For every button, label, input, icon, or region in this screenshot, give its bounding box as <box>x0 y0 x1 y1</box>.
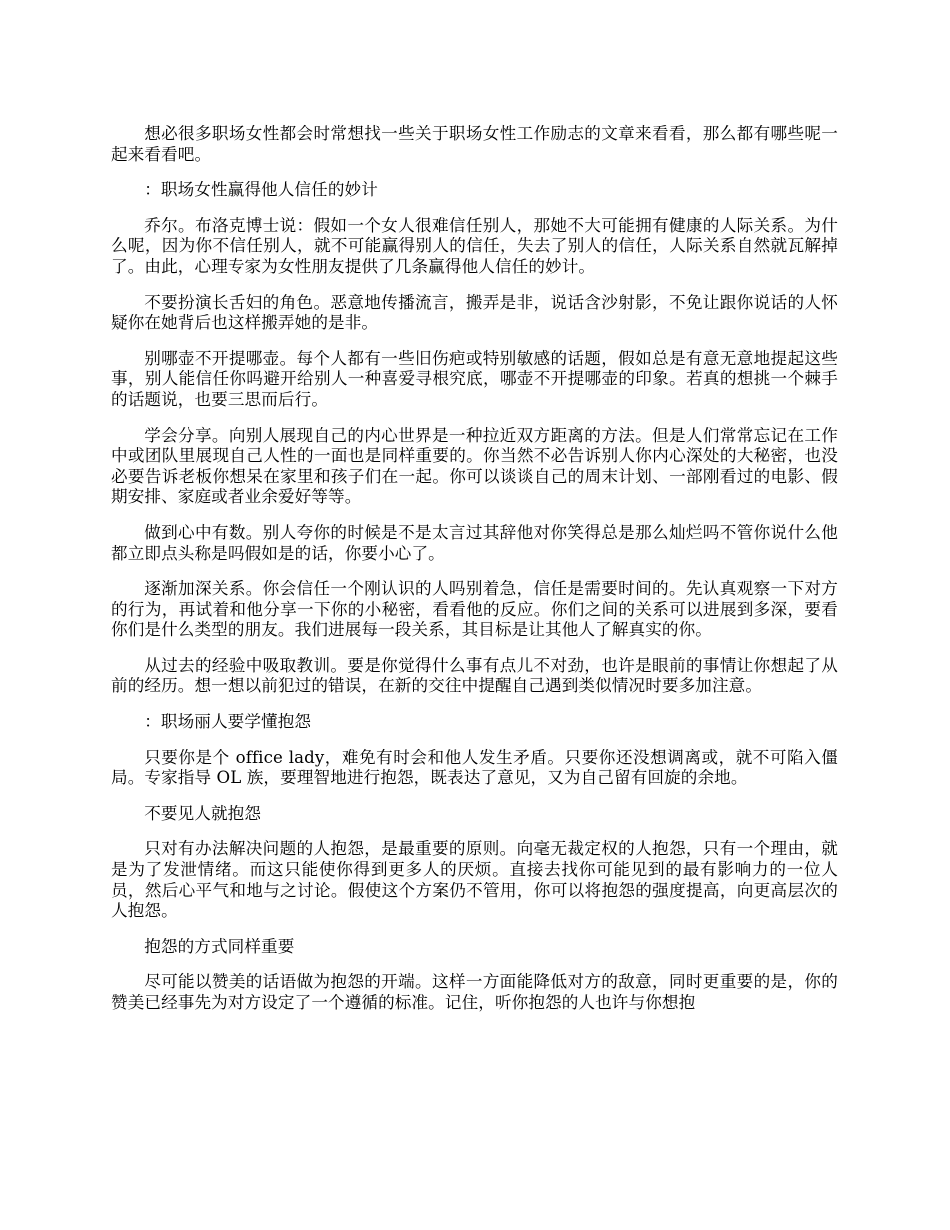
body-paragraph: 只对有办法解决问题的人抱怨，是最重要的原则。向毫无裁定权的人抱怨，只有一个理由，就是为了发泄情绪。而这只能使你得到更多人的厌烦。直接去找你可能见到的最有影响力的一位人员，然后心平气和地与之讨论。假使这个方案仍不管用，你可以将抱怨的强度提高，向更高层次的人抱怨。 <box>111 839 838 921</box>
intro-paragraph: 想必很多职场女性都会时常想找一些关于职场女性工作励志的文章来看看，那么都有哪些呢一起来看看吧。 <box>111 124 838 164</box>
document-body <box>111 124 838 1029</box>
subheading-dont-complain-to-everyone: 不要见人就抱怨 <box>144 803 262 823</box>
section-heading-complain: ：职场丽人要学懂抱怨 <box>144 712 312 732</box>
subheading-complain-method: 抱怨的方式同样重要 <box>144 936 295 956</box>
body-paragraph: 做到心中有数。别人夸你的时候是不是太言过其辞他对你笑得总是那么灿烂吗不管你说什么他都立即点头称是吗假如是的话，你要小心了。 <box>111 522 838 563</box>
body-paragraph: 从过去的经验中吸取教训。要是你觉得什么事有点儿不对劲，也许是眼前的事情让你想起了从前的经历。想一想以前犯过的错误，在新的交往中提醒自己遇到类似情况时要多加注意。 <box>111 655 838 696</box>
body-paragraph: 乔尔。布洛克博士说：假如一个女人很难信任别人，那她不大可能拥有健康的人际关系。为什么呢，因为你不信任别人，就不可能赢得别人的信任，失去了别人的信任，人际关系自然就瓦解掉了。由此，心理专家为女性朋友提供了几条赢得他人信任的妙计。 <box>111 215 838 276</box>
body-paragraph: 尽可能以赞美的话语做为抱怨的开端。这样一方面能降低对方的敌意，同时更重要的是，你的赞美已经事先为对方设定了一个遵循的标准。记住，听你抱怨的人也许与你想抱 <box>111 972 838 1012</box>
body-paragraph: 别哪壶不开提哪壶。每个人都有一些旧伤疤或特别敏感的话题，假如总是有意无意地提起这些事，别人能信任你吗避开给别人一种喜爱寻根究底，哪壶不开提哪壶的印象。若真的想挑一个棘手的话题说，也要三思而后行。 <box>111 348 838 409</box>
body-paragraph: 不要扮演长舌妇的角色。恶意地传播流言，搬弄是非，说话含沙射影，不免让跟你说话的人怀疑你在她背后也这样搬弄她的是非。 <box>111 292 838 333</box>
body-paragraph: 学会分享。向别人展现自己的内心世界是一种拉近双方距离的方法。但是人们常常忘记在工作中或团队里展现自己人性的一面也是同样重要的。你当然不必告诉别人你内心深处的大秘密，也没必要告诉老板你想呆在家里和孩子们在一起。你可以谈谈自己的周末计划、一部刚看过的电影、假期安排、家庭或者业余爱好等等。 <box>111 425 838 507</box>
body-paragraph: 逐渐加深关系。你会信任一个刚认识的人吗别着急，信任是需要时间的。先认真观察一下对方的行为，再试着和他分享一下你的小秘密，看看他的反应。你们之间的关系可以进展到多深，要看你们是什么类型的朋友。我们进展每一段关系，其目标是让其他人了解真实的你。 <box>111 579 838 640</box>
body-paragraph: 只要你是个 office lady，难免有时会和他人发生矛盾。只要你还没想调离或，就不可陷入僵局。专家指导 OL 族，要理智地进行抱怨，既表达了意见，又为自己留有回旋的余地。 <box>111 747 838 788</box>
section-heading-trust: ：职场女性赢得他人信任的妙计 <box>144 180 378 200</box>
